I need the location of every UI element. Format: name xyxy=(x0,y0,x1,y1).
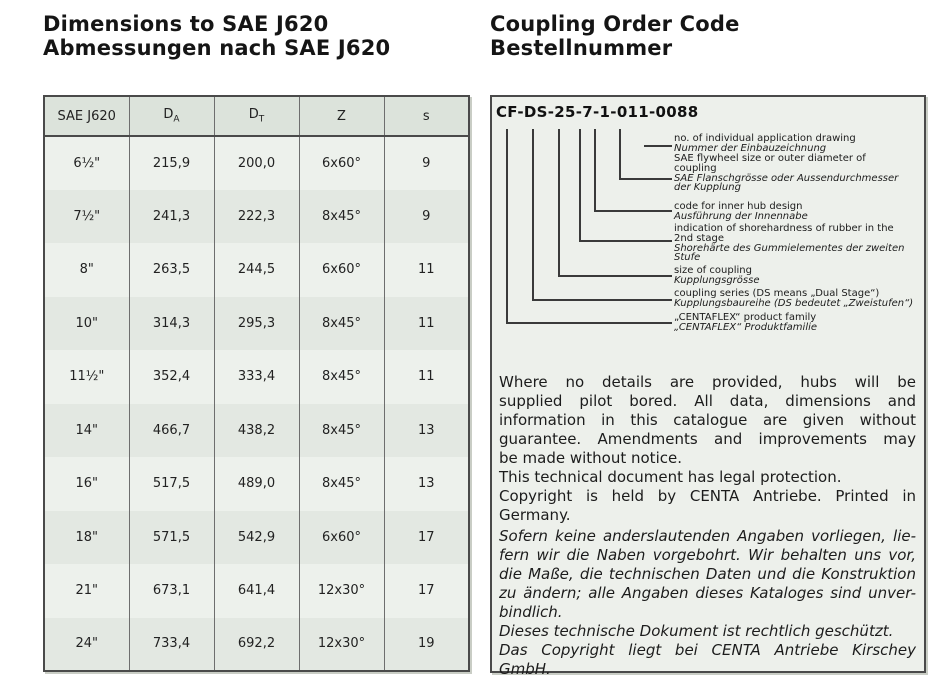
code-label-line-de: Nummer der Einbauzeichnung xyxy=(674,142,827,154)
text-line: supplied pilot bored. All data, dimensions and xyxy=(499,392,916,410)
table-cell: 200,0 xyxy=(214,136,299,190)
table-row xyxy=(44,350,469,404)
disclaimer-text xyxy=(499,373,916,679)
column-header: Z xyxy=(299,96,384,136)
connector-line xyxy=(594,129,596,210)
table-header xyxy=(44,96,469,136)
table-cell: 13 xyxy=(384,457,469,511)
table-cell: 244,5 xyxy=(214,243,299,297)
code-label xyxy=(674,313,817,333)
table-cell: 466,7 xyxy=(129,404,214,458)
table-cell: 571,5 xyxy=(129,511,214,565)
table-cell: 8x45° xyxy=(299,350,384,404)
table-cell: 8" xyxy=(79,262,94,278)
table-cell: 352,4 xyxy=(129,350,214,404)
table-cell: 641,4 xyxy=(214,564,299,618)
code-label xyxy=(674,202,808,222)
table-cell: 222,3 xyxy=(214,190,299,244)
text-line: GmbH. xyxy=(499,660,551,678)
column-header: $D_A$ xyxy=(129,96,214,136)
code-label-line-en: size of coupling xyxy=(674,265,752,276)
connector-line xyxy=(532,299,672,301)
table-cell: 8x45° xyxy=(299,190,384,244)
connector-line xyxy=(506,129,508,322)
left-title-en: Dimensions to SAE J620 xyxy=(43,12,329,36)
column-header: $D_T$ xyxy=(214,96,299,136)
paragraph xyxy=(499,468,916,487)
order-code-box xyxy=(490,95,926,678)
text-line: die Maße, die technischen Daten und die Konstruktion xyxy=(499,565,916,583)
table-cell: 11½" xyxy=(69,369,105,385)
text-line: Germany. xyxy=(499,506,571,524)
table-cell: 16" xyxy=(75,476,99,492)
order-code: CF-DS-25-7-1-011-0088 xyxy=(496,103,699,121)
right-title-de: Bestellnummer xyxy=(490,36,673,60)
connector-line xyxy=(506,322,672,324)
table-row xyxy=(44,457,469,511)
table-row xyxy=(44,564,469,618)
code-label-line-de: Kupplungsbaureihe (DS bedeutet „Zweistufen“) xyxy=(674,297,914,309)
table-cell: 438,2 xyxy=(214,404,299,458)
connector-line xyxy=(619,178,672,180)
table-cell: 12x30° xyxy=(299,618,384,672)
text-line: Copyright is held by CENTA Antriebe. Printed in xyxy=(499,487,916,505)
table-cell: 517,5 xyxy=(129,457,214,511)
paragraph xyxy=(499,527,916,622)
table-cell: 18" xyxy=(75,529,99,545)
table-cell: 692,2 xyxy=(214,618,299,672)
text-line: be made without notice. xyxy=(499,449,682,467)
table-cell: 17 xyxy=(384,564,469,618)
text-line: Dieses technische Dokument ist rechtlich geschützt. xyxy=(499,622,894,640)
table-cell: 489,0 xyxy=(214,457,299,511)
table-cell: 13 xyxy=(384,404,469,458)
code-label xyxy=(674,224,904,263)
table-cell: 24" xyxy=(75,636,99,652)
table-row xyxy=(44,297,469,351)
text-line: zu ändern; alle Angaben dieses Kataloges sind unver- xyxy=(499,584,916,602)
table-cell: 8x45° xyxy=(299,297,384,351)
disclaimer-de xyxy=(499,527,916,679)
paragraph xyxy=(499,641,916,679)
text-line: bindlich. xyxy=(499,603,563,621)
code-label-line-en: „CENTAFLEX“ product family xyxy=(674,312,817,323)
connector-line xyxy=(558,275,672,277)
text-line: Where no details are provided, hubs will be xyxy=(499,373,916,391)
connector-line xyxy=(579,129,581,240)
text-line: Sofern keine anderslautenden Angaben vorliegen, lie- xyxy=(499,527,916,545)
table-row xyxy=(44,190,469,244)
table-cell: 241,3 xyxy=(129,190,214,244)
code-label xyxy=(674,289,913,309)
column-header: SAE J620 xyxy=(57,108,116,124)
left-section-title xyxy=(43,12,390,60)
table-cell: 6x60° xyxy=(299,136,384,190)
code-label-line-en: indication of shorehardness of rubber in the xyxy=(674,223,894,234)
paragraph xyxy=(499,622,916,641)
code-label-line-de: der Kupplung xyxy=(674,182,741,194)
table-cell: 542,9 xyxy=(214,511,299,565)
table-row xyxy=(44,136,469,190)
code-label xyxy=(674,154,898,193)
table-cell: 6x60° xyxy=(299,243,384,297)
text-line: guarantee. Amendments and improvements may xyxy=(499,430,916,448)
right-title-en: Coupling Order Code xyxy=(490,12,740,36)
table-row xyxy=(44,511,469,565)
connector-line xyxy=(579,240,672,242)
table-cell: 8x45° xyxy=(299,457,384,511)
connector-line xyxy=(558,129,560,275)
table-cell: 333,4 xyxy=(214,350,299,404)
table-cell: 10" xyxy=(75,315,99,331)
right-section-title xyxy=(490,12,740,60)
connector-line xyxy=(594,210,672,212)
table-cell: 9 xyxy=(384,190,469,244)
table-cell: 11 xyxy=(384,297,469,351)
table-cell: 263,5 xyxy=(129,243,214,297)
table-cell: 6x60° xyxy=(299,511,384,565)
table-cell: 673,1 xyxy=(129,564,214,618)
code-label xyxy=(674,266,759,286)
code-label-line-de: Ausführung der Innennabe xyxy=(674,210,808,222)
code-label-line-en: coupling series (DS means „Dual Stage“) xyxy=(674,288,880,299)
table-cell: 215,9 xyxy=(129,136,214,190)
order-code-diagram xyxy=(492,97,926,342)
code-label-line-de: SAE Flanschgrösse oder Aussendurchmesser xyxy=(674,172,899,184)
code-label-line-en: coupling xyxy=(674,162,717,174)
code-label xyxy=(674,134,856,154)
sae-j620-dimensions-table xyxy=(43,95,470,672)
table-row xyxy=(44,618,469,672)
code-label-line-en: 2nd stage xyxy=(674,232,724,244)
connector-line xyxy=(619,129,621,178)
table-cell: 12x30° xyxy=(299,564,384,618)
table-cell: 8x45° xyxy=(299,404,384,458)
code-label-line-de: Shorehärte des Gummielementes der zweiten xyxy=(674,242,905,254)
connector-line xyxy=(532,129,534,299)
table-cell: 19 xyxy=(384,618,469,672)
table-row xyxy=(44,404,469,458)
table-cell: 11 xyxy=(384,243,469,297)
table-cell: 9 xyxy=(384,136,469,190)
table-cell: 17 xyxy=(384,511,469,565)
table-cell: 7½" xyxy=(73,208,101,224)
text-line: information in this catalogue are given without xyxy=(499,411,916,429)
table-cell: 733,4 xyxy=(129,618,214,672)
disclaimer-en xyxy=(499,373,916,525)
table-cell: 14" xyxy=(75,422,99,438)
text-line: Das Copyright liegt bei CENTA Antriebe Kirschey xyxy=(499,641,916,659)
table-cell: 6½" xyxy=(73,155,101,171)
connector-line xyxy=(644,145,672,147)
code-label-line-de: Stufe xyxy=(674,252,701,264)
left-title-de: Abmessungen nach SAE J620 xyxy=(43,36,391,60)
text-line: This technical document has legal protection. xyxy=(499,468,842,486)
table-cell: 21" xyxy=(75,583,99,599)
text-line: fern wir die Naben vorgebohrt. Wir behalten uns vor, xyxy=(499,546,916,564)
paragraph xyxy=(499,373,916,468)
table-row xyxy=(44,243,469,297)
code-label-line-en: code for inner hub design xyxy=(674,201,803,212)
column-header: s xyxy=(384,96,469,136)
table-cell: 295,3 xyxy=(214,297,299,351)
code-label-line-de: „CENTAFLEX“ Produktfamilie xyxy=(674,321,818,333)
code-label-line-de: Kupplungsgrösse xyxy=(674,274,760,286)
paragraph xyxy=(499,487,916,525)
code-label-line-en: no. of individual application drawing xyxy=(674,133,856,144)
code-label-line-en: SAE flywheel size or outer diameter of xyxy=(674,153,866,164)
table-cell: 11 xyxy=(384,350,469,404)
table-cell: 314,3 xyxy=(129,297,214,351)
